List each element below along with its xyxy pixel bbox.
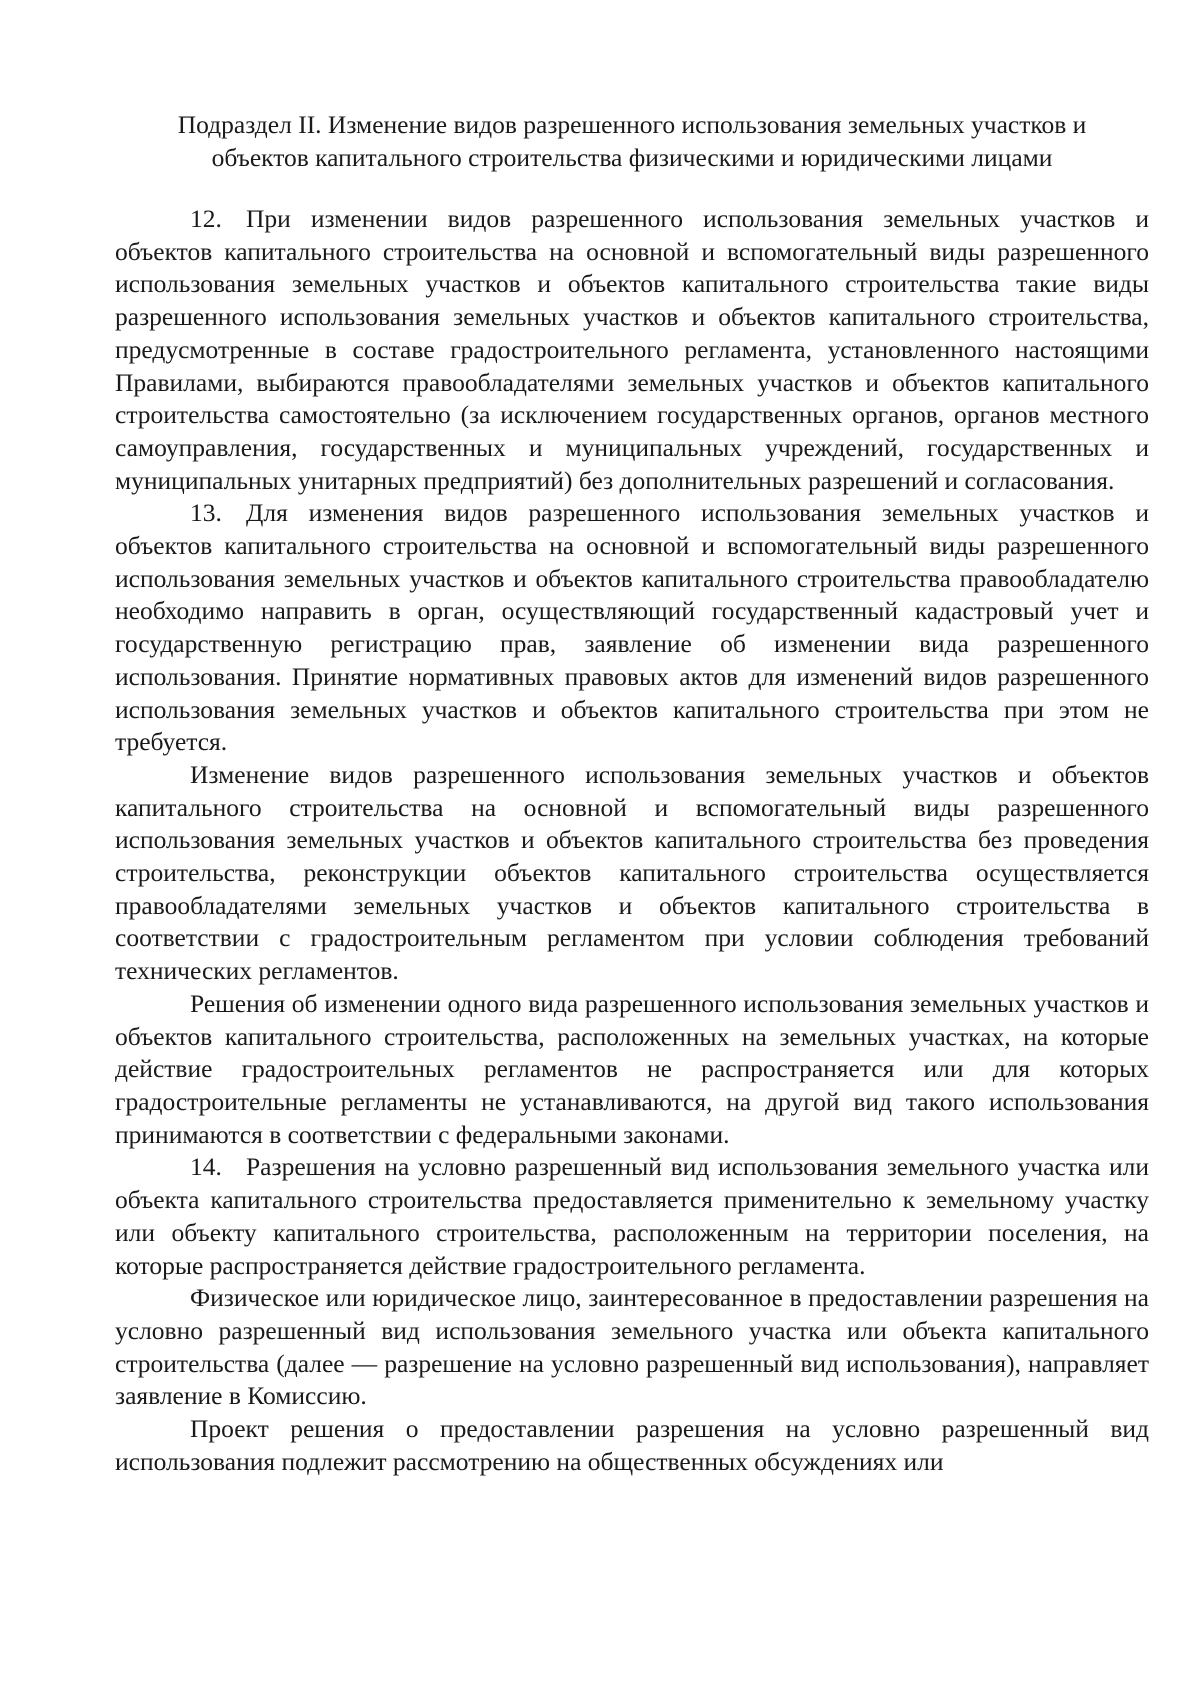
paragraph-14-part-3 (115, 1413, 1149, 1478)
paragraph-number: 14. (190, 1152, 222, 1182)
paragraph-14-part-2 (115, 1282, 1149, 1413)
document-page (115, 108, 1149, 1478)
paragraph-number: 12. (190, 204, 222, 233)
paragraph-text: Разрешения на условно разрешенный вид использования земельного участка или объекта капитального строительства предоставляется применительно к земельному участку или объекту капитального строительства, расположенным на территории поселения, на которые распространяется действие градостроительного регламента. (115, 1152, 1149, 1280)
paragraph-12 (115, 203, 1149, 497)
paragraph-number: 13. (190, 498, 222, 528)
section-heading (115, 108, 1149, 174)
paragraph-text: Решения об изменении одного вида разрешенного использования земельных участков и объектов капитального строительства, расположенных на земельных участках, на которые действие градостроительных регламентов не распространяется или для которых градостроительные регламенты не устанавливаются, на другой вид такого использования принимаются в соответствии с федеральными законами. (115, 988, 1149, 1149)
paragraph-13-part-2 (115, 759, 1149, 988)
section-heading-line-2: объектов капитального строительства физическими и юридическими лицами (211, 143, 1053, 172)
paragraph-13 (115, 497, 1149, 759)
paragraph-text: Физическое или юридическое лицо, заинтересованное в предоставлении разрешения на условно разрешенный вид использования земельного участка или объекта капитального строительства (далее — разрешение на условно разрешенный вид использования), направляет заявление в Комиссию. (115, 1283, 1149, 1411)
paragraph-13-part-3 (115, 988, 1149, 1152)
paragraph-14 (115, 1151, 1149, 1282)
paragraph-text: Изменение видов разрешенного использования земельных участков и объектов капитального строительства на основной и вспомогательный виды разрешенного использования земельных участков и объектов капитального строительства без проведения строительства, реконструкции объектов капитального строительства осуществляется правообладателями земельных участков и объектов капитального строительства в соответствии с градостроительным регламентом при условии соблюдения требований технических регламентов. (115, 759, 1149, 986)
paragraph-text: При изменении видов разрешенного использования земельных участков и объектов капитального строительства на основной и вспомогательный виды разрешенного использования земельных участков и объектов капитального строительства такие виды разрешенного использования земельных участков и объектов капитального строительства, предусмотренные в составе градостроительного регламента, установленного настоящими Правилами, выбираются правообладателями земельных участков и объектов капитального строительства самостоятельно (за исключением государственных органов, органов местного самоуправления, государственных и муниципальных учреждений, государственных и муниципальных унитарных предприятий) без дополнительных разрешений и согласования. (115, 204, 1149, 495)
paragraph-text: Для изменения видов разрешенного использования земельных участков и объектов капитального строительства на основной и вспомогательный виды разрешенного использования земельных участков и объектов капитального строительства правообладателю необходимо направить в орган, осуществляющий государственный кадастровый учет и государственную регистрацию прав, заявление об изменении вида разрешенного использования. Принятие нормативных правовых актов для изменений видов разрешенного использования земельных участков и объектов капитального строительства при этом не требуется. (115, 498, 1149, 757)
paragraph-text: Проект решения о предоставлении разрешения на условно разрешенный вид использования подлежит рассмотрению на общественных обсуждениях или (115, 1414, 1149, 1476)
section-heading-line-1: Подраздел II. Изменение видов разрешенного использования земельных участков и (177, 110, 1087, 139)
